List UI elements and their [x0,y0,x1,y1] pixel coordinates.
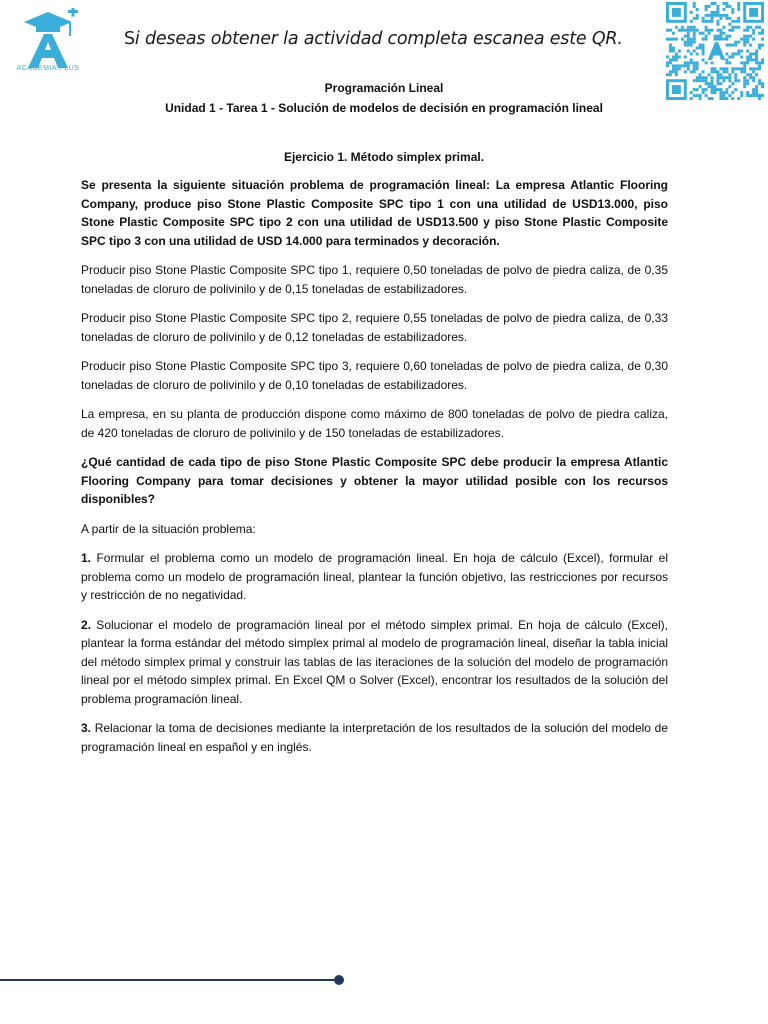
footer-dot [334,975,344,985]
paragraph: Producir piso Stone Plastic Composite SPC tipo 1, requiere 0,50 toneladas de polvo de piedra caliza, de 0,35 toneladas de cloruro de polivinilo y de 0,15 toneladas de estabilizadores. [81,263,668,296]
task-number: 1. [81,551,92,565]
exercise-title: Ejercicio 1. Método simplex primal. [283,150,485,164]
task-text: Relacionar la toma de decisiones mediante la interpretación de los resultados de la solución del modelo de programación lineal en español y en inglés. [81,721,668,754]
scan-message-text: i deseas obtener la actividad completa escanea este QR. [134,29,623,49]
task-text: Formular el problema como un modelo de programación lineal. En hoja de cálculo (Excel), formular el problema como un modelo de programación lineal, plantear la función objetivo, las restricciones por recursos y restricción de no negatividad. [81,551,668,602]
footer-divider [0,979,340,981]
course-title: Programación Lineal [324,81,444,95]
logo-wordmark: ACADEMIA PLUS [16,65,80,72]
task-item [81,549,668,605]
scan-qr-message [124,29,623,49]
task-number: 3. [81,721,92,735]
paragraph: Producir piso Stone Plastic Composite SPC tipo 3, requiere 0,60 toneladas de polvo de piedra caliza, de 0,30 toneladas de cloruro de polivinilo y de 0,10 toneladas de estabilizadores. [81,359,668,392]
paragraph: La empresa, en su planta de producción dispone como máximo de 800 toneladas de polvo de piedra caliza, de 420 toneladas de cloruro de polivinilo y de 150 toneladas de estabilizadores. [81,407,668,440]
task-text: Solucionar el modelo de programación lineal por el método simplex primal. En hoja de cálculo (Excel), plantear la forma estándar del método simplex primal al modelo de programación lineal, diseñar la tabla inicial del método simplex primal y construir las tablas de las iteraciones de la solución del modelo de programación lineal por el método simplex primal. En Excel QM o Solver (Excel), encontrar los resultados de la solución del problema programación lineal. [81,617,668,706]
paragraph: A partir de la situación problema: [81,521,256,536]
task-number: 2. [81,617,92,632]
scan-message-initial: S [124,29,135,49]
document-body [81,176,668,767]
task-item [81,616,668,709]
task-item [81,719,668,756]
paragraph: Se presenta la siguiente situación problema de programación lineal: La empresa Atlantic Flooring Company, produce piso Stone Plastic Composite SPC tipo 1 con una utilidad de USD13.000, piso Stone Plastic Composite SPC tipo 2 con una utilidad de USD13.500 y piso Stone Plastic Composite SPC tipo 3 con una utilidad de USD 14.000 para terminados y decoración. [81,178,668,248]
paragraph: Producir piso Stone Plastic Composite SPC tipo 2, requiere 0,55 toneladas de polvo de piedra caliza, de 0,33 toneladas de cloruro de polivinilo y de 0,12 toneladas de estabilizadores. [81,311,668,344]
paragraph: ¿Qué cantidad de cada tipo de piso Stone Plastic Composite SPC debe producir la empresa Atlantic Flooring Company para tomar decisiones y obtener la mayor utilidad posible con los recursos disponibles? [81,455,668,506]
unit-title: Unidad 1 - Tarea 1 - Solución de modelos de decisión en programación lineal [165,101,603,115]
